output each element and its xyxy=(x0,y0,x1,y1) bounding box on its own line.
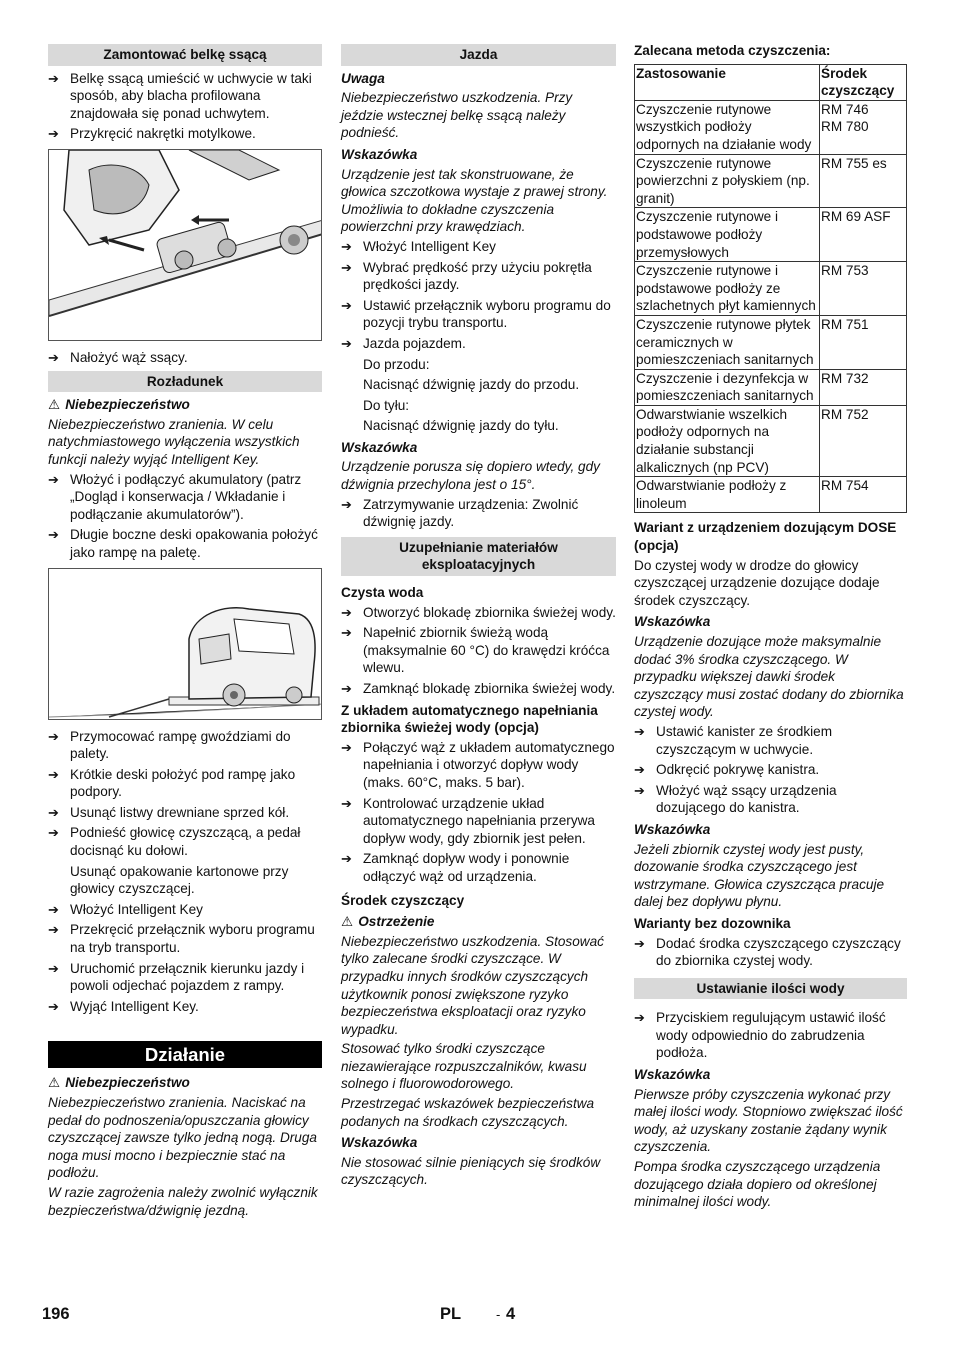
hint-label: Wskazówka xyxy=(341,439,418,455)
step xyxy=(341,604,616,622)
step xyxy=(48,824,322,859)
warning-heading xyxy=(341,913,616,931)
arrow-right-icon: ➔ xyxy=(48,766,59,782)
table-row xyxy=(635,208,907,262)
step xyxy=(48,471,322,524)
danger-text: Niebezpieczeństwo zranienia. Naciskać na pedał do podnoszenia/opuszczania głowicy czyszczącej zawsze tylko jedną nogą. Druga noga musi mocno i bezpiecznie stać na podłożu. xyxy=(48,1095,317,1181)
step xyxy=(341,850,616,885)
step-text: Otworzyć blokadę zbiornika świeżej wody. xyxy=(363,604,616,620)
danger-heading xyxy=(48,1074,322,1092)
arrow-right-icon: ➔ xyxy=(341,625,352,641)
step-text: Dodać środka czyszczącego czyszczący do zbiornika czystej wody. xyxy=(656,935,901,969)
footer-separator: - xyxy=(496,1307,501,1322)
arrow-right-icon: ➔ xyxy=(341,335,352,351)
section-heading-mount: Zamontować belkę ssącą xyxy=(48,44,322,66)
arrow-right-icon: ➔ xyxy=(341,297,352,313)
hint-text: Pierwsze próby czyszczenia wykonać przy małej ilości wody. Stopniowo zwiększać ilość wody, aż uzyskany zostanie żądany wynik czyszczenia. xyxy=(634,1086,903,1155)
warning-text: Stosować tylko środki czyszczące niezawierające rozpuszczalników, kwasu solnego i fluorowodorowego. xyxy=(341,1041,587,1092)
arrow-right-icon: ➔ xyxy=(341,739,352,755)
arrow-right-icon: ➔ xyxy=(341,681,352,696)
step-text: Połączyć wąż z układem automatycznego napełniania i otworzyć dopływ wody (maks. 60°C, maks. 5 bar). xyxy=(363,739,615,790)
step-text: Włożyć Intelligent Key xyxy=(363,238,496,254)
step-text: Przymocować rampę gwoździami do palety. xyxy=(70,728,291,762)
table-cell: Czyszczenie rutynowe płytek ceramicznych w pomieszczeniach sanitarnych xyxy=(635,315,820,369)
table-cell: Odwarstwianie podłoży z linoleum xyxy=(635,477,820,513)
subheading-no-dose: Warianty bez dozownika xyxy=(634,915,791,931)
section-heading-water-amount: Ustawianie ilości wody xyxy=(634,978,907,1000)
step xyxy=(341,335,616,353)
table-cell: Czyszczenie rutynowe i podstawowe podłoży ze szlachetnych płyt kamiennych xyxy=(635,262,820,316)
step-continuation: Usunąć opakowanie kartonowe przy głowicy czyszczącej. xyxy=(70,863,289,897)
arrow-right-icon: ➔ xyxy=(634,723,645,739)
step xyxy=(48,901,322,919)
hint-label: Wskazówka xyxy=(634,614,711,630)
step-text: Uruchomić przełącznik kierunku jazdy i powoli odjechać pojazdem z rampy. xyxy=(70,960,305,994)
danger-text: Niebezpieczeństwo zranienia. W celu natychmiastowego wyłączenia wszystkich funkcji należy wyjąć Intelligent Key. xyxy=(48,416,300,467)
table-cell: RM 753 xyxy=(820,262,907,316)
step-text: Zamknąć blokadę zbiornika świeżej wody. xyxy=(363,681,616,696)
step-text: Ustawić przełącznik wyboru programu do pozycji trybu transportu. xyxy=(363,297,611,331)
danger-label: Niebezpieczeństwo xyxy=(65,1075,190,1091)
table-row xyxy=(635,369,907,405)
illustration-ramp-unload xyxy=(48,568,322,720)
table-row xyxy=(635,100,907,154)
step xyxy=(341,795,616,848)
arrow-right-icon: ➔ xyxy=(341,795,352,811)
hint-text: Urządzenie jest tak skonstruowane, że głowica szczotkowa wystaje z prawej strony. Umożliwia to dokładne czyszczenia powierzchni przy krawędziach. xyxy=(341,166,608,235)
table-cell: RM 69 ASF xyxy=(820,208,907,262)
step xyxy=(341,624,616,677)
step-text: Przekręcić przełącznik wyboru programu na tryb transportu. xyxy=(70,922,315,956)
step-text: Przykręcić nakrętki motylkowe. xyxy=(70,126,256,142)
forward-label: Do przodu: xyxy=(363,356,430,372)
arrow-right-icon: ➔ xyxy=(48,471,59,487)
language-code: PL xyxy=(440,1305,462,1323)
danger-text: W razie zagrożenia należy zwolnić wyłącznik bezpieczeństwa/dźwignię jezdną. xyxy=(48,1184,318,1218)
step xyxy=(48,728,322,763)
dose-text: Do czystej wody w drodze do głowicy czyszczącej urządzenie dozujące dodaje środek czyszczący. xyxy=(634,557,880,608)
step-text: Krótkie deski położyć pod rampę jako podpory. xyxy=(70,766,296,800)
step-text: Wyjąć Intelligent Key. xyxy=(70,998,199,1014)
step-text: Nałożyć wąż ssący. xyxy=(70,349,188,365)
table-header-cell: Środek czyszczący xyxy=(820,64,907,100)
warning-triangle-icon: ⚠ xyxy=(48,1075,61,1091)
step xyxy=(48,526,322,561)
step xyxy=(634,761,907,779)
step-text: Wybrać prędkość przy użyciu pokrętła prędkości jazdy. xyxy=(363,259,592,293)
step-text: Włożyć wąż ssący urządzenia dozującego do kanistra. xyxy=(656,782,837,816)
warning-label: Ostrzeżenie xyxy=(358,914,435,930)
arrow-right-icon: ➔ xyxy=(341,604,352,620)
arrow-right-icon: ➔ xyxy=(48,126,59,142)
hint-text: Pompa środka czyszczącego urządzenia dozującego działa dopiero od określonej minimalnej ilości wody. xyxy=(634,1159,881,1210)
column-right xyxy=(634,44,907,1213)
step-text: Włożyć i podłączyć akumulatory (patrz „Dogląd i konserwacja / Wkładanie i podłączanie akumulatorów”). xyxy=(70,471,302,522)
arrow-right-icon: ➔ xyxy=(341,496,352,512)
step-text: Napełnić zbiornik świeżą wodą (maksymalnie 60 °C) do krawędzi króćca wlewu. xyxy=(363,625,610,676)
step xyxy=(48,766,322,801)
step xyxy=(341,680,616,698)
section-heading-drive: Jazda xyxy=(341,44,616,66)
arrow-right-icon: ➔ xyxy=(48,70,59,86)
danger-heading xyxy=(48,396,322,414)
table-row xyxy=(635,262,907,316)
table-cell: RM 751 xyxy=(820,315,907,369)
table-cell: RM 732 xyxy=(820,369,907,405)
step xyxy=(634,935,907,970)
step xyxy=(341,739,616,792)
arrow-right-icon: ➔ xyxy=(341,259,352,275)
detergent-table xyxy=(634,64,907,514)
step xyxy=(341,238,616,256)
step-text: Zamknąć dopływ wody i ponownie odłączyć wąż od urządzenia. xyxy=(363,851,570,884)
step xyxy=(48,349,322,367)
warning-triangle-icon: ⚠ xyxy=(48,397,61,413)
arrow-right-icon: ➔ xyxy=(341,238,352,254)
table-row xyxy=(635,405,907,476)
subheading-clean-water: Czysta woda xyxy=(341,585,424,601)
step xyxy=(48,70,322,123)
step-text: Odkręcić pokrywę kanistra. xyxy=(656,762,820,778)
section-heading-supplies: Uzupełnianie materiałów eksploatacyjnych xyxy=(341,537,616,576)
backward-label: Do tyłu: xyxy=(363,397,410,413)
illustration-squeegee-mount xyxy=(48,149,322,341)
arrow-right-icon: ➔ xyxy=(48,825,59,841)
arrow-right-icon: ➔ xyxy=(48,728,59,744)
step xyxy=(634,723,907,758)
arrow-right-icon: ➔ xyxy=(48,804,59,820)
step xyxy=(48,921,322,956)
hint-label: Wskazówka xyxy=(341,146,418,162)
step-text: Kontrolować urządzenie układ automatycznego napełniania przerywa dopływ wody, gdy zbiornik jest pełen. xyxy=(363,795,595,846)
table-cell: RM 754 xyxy=(820,477,907,513)
arrow-right-icon: ➔ xyxy=(48,349,59,365)
table-cell: RM 752 xyxy=(820,405,907,476)
arrow-right-icon: ➔ xyxy=(48,901,59,917)
hint-label: Wskazówka xyxy=(634,1067,711,1083)
subheading-dose-variant: Wariant z urządzeniem dozującym DOSE (opcja) xyxy=(634,520,897,554)
section-heading-unload: Rozładunek xyxy=(48,371,322,393)
table-cell: RM 755 es xyxy=(820,154,907,208)
table-row xyxy=(635,315,907,369)
backward-text: Nacisnąć dźwignię jazdy do tyłu. xyxy=(363,418,559,434)
table-cell: Odwarstwianie wszelkich podłoży odpornych na działanie substancji alkalicznych (np PCV) xyxy=(635,405,820,476)
table-cell: Czyszczenie rutynowe i podstawowe podłoży przemysłowych xyxy=(635,208,820,262)
table-header-cell: Zastosowanie xyxy=(635,64,820,100)
arrow-right-icon: ➔ xyxy=(634,762,645,778)
note-text: Niebezpieczeństwo uszkodzenia. Przy jeździe wstecznej belkę ssącą należy podnieść. xyxy=(341,90,573,141)
step xyxy=(341,297,616,332)
hint-label: Wskazówka xyxy=(341,1135,418,1151)
subheading-auto-fill: Z układem automatycznego napełniania zbiornika świeżej wody (opcja) xyxy=(341,702,598,736)
arrow-right-icon: ➔ xyxy=(634,1010,645,1026)
table-cell: Czyszczenie rutynowe powierzchni z połyskiem (np. granit) xyxy=(635,154,820,208)
danger-label: Niebezpieczeństwo xyxy=(65,397,190,413)
step-text: Podnieść głowicę czyszczącą, a pedał docisnąć ku dołowi. xyxy=(70,825,301,859)
page-number: 196 xyxy=(42,1305,70,1323)
arrow-right-icon: ➔ xyxy=(634,935,645,951)
arrow-right-icon: ➔ xyxy=(48,527,59,543)
table-row xyxy=(635,477,907,513)
step xyxy=(48,960,322,995)
step xyxy=(341,496,616,531)
step-text: Zatrzymywanie urządzenia: Zwolnić dźwignię jazdy. xyxy=(363,496,579,530)
step xyxy=(48,804,322,822)
step xyxy=(634,782,907,817)
arrow-right-icon: ➔ xyxy=(48,960,59,976)
hint-text: Nie stosować silnie pieniących się środków czyszczących. xyxy=(341,1154,601,1188)
column-left xyxy=(48,44,322,1221)
chapter-heading-operation: Działanie xyxy=(48,1041,322,1068)
subheading-detergent: Środek czyszczący xyxy=(341,892,465,908)
step xyxy=(341,259,616,294)
step-text: Belkę ssącą umieścić w uchwycie w taki sposób, aby blacha profilowana znajdowała się ponad uchwytem. xyxy=(70,70,312,121)
column-middle xyxy=(341,44,616,1191)
forward-text: Nacisnąć dźwignię jazdy do przodu. xyxy=(363,377,580,393)
arrow-right-icon: ➔ xyxy=(48,922,59,938)
step xyxy=(634,1009,907,1062)
hint-text: Jeżeli zbiornik czystej wody jest pusty, dozowanie środka czyszczącego jest wstrzymane. Głowica czyszcząca pracuje dalej bez dopływu płynu. xyxy=(634,841,885,910)
hint-text: Urządzenie porusza się dopiero wtedy, gdy dźwignia przechylona jest o 15°. xyxy=(341,459,600,493)
warning-text: Niebezpieczeństwo uszkodzenia. Stosować tylko zalecane środki czyszczące. W przypadku innych środków czyszczących użytkownik ponosi zwiększone ryzyko bezpieczeństwa eksploatacji oraz ryzyko wypadku. xyxy=(341,933,604,1037)
table-row xyxy=(635,154,907,208)
step-text: Długie boczne deski opakowania położyć jako rampę na paletę. xyxy=(70,527,318,560)
step-text: Usunąć listwy drewniane sprzed kół. xyxy=(70,804,290,820)
warning-text: Przestrzegać wskazówek bezpieczeństwa podanych na środkach czyszczących. xyxy=(341,1096,595,1129)
recommended-method-title: Zalecana metoda czyszczenia: xyxy=(634,43,831,58)
hint-label: Wskazówka xyxy=(634,821,711,837)
step xyxy=(48,125,322,143)
step-text: Przyciskiem regulującym ustawić ilość wody odpowiednio do zabrudzenia podłoża. xyxy=(656,1010,886,1061)
note-label: Uwaga xyxy=(341,70,385,86)
table-cell: Czyszczenie i dezynfekcja w pomieszczeniach sanitarnych xyxy=(635,369,820,405)
table-cell: RM 746 RM 780 xyxy=(820,100,907,154)
step-text: Włożyć Intelligent Key xyxy=(70,901,203,917)
step xyxy=(48,998,322,1016)
arrow-right-icon: ➔ xyxy=(48,998,59,1014)
step-text: Jazda pojazdem. xyxy=(363,335,466,351)
arrow-right-icon: ➔ xyxy=(341,851,352,867)
step-text: Ustawić kanister ze środkiem czyszczącym w uchwycie. xyxy=(656,723,833,757)
warning-triangle-icon: ⚠ xyxy=(341,914,354,930)
table-cell: Czyszczenie rutynowe wszystkich podłoży odpornych na działanie wody xyxy=(635,100,820,154)
hint-text: Urządzenie dozujące może maksymalnie dodać 3% środka czyszczącego. W przypadku większej dawki środek czyszczący musi zostać dodany do zbiornika czystej wody. xyxy=(634,634,904,720)
table-header-row xyxy=(635,64,907,100)
section-page-number: 4 xyxy=(506,1305,516,1323)
arrow-right-icon: ➔ xyxy=(634,782,645,798)
